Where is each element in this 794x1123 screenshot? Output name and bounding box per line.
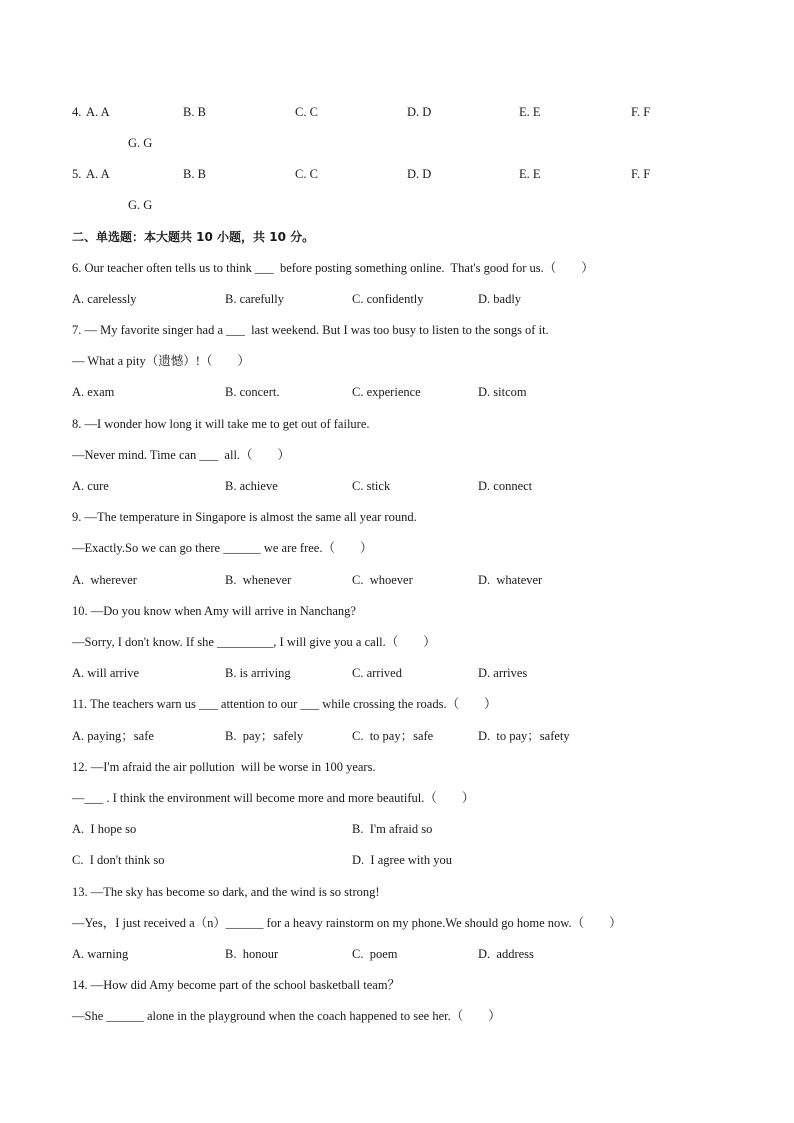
option-b: B. I'm afraid so xyxy=(352,822,433,836)
option-b: B. concert. xyxy=(225,385,280,399)
option-c: C. confidently xyxy=(352,292,424,306)
option-a: A. paying；safe xyxy=(72,729,154,743)
question-stem: 6. Our teacher often tells us to think ___ before posting something online. That's good for us.（ ） xyxy=(72,261,594,275)
option-e: E. E xyxy=(519,167,541,181)
option-c: C. stick xyxy=(352,479,391,493)
option-b: B. achieve xyxy=(225,479,278,493)
option-d: D. connect xyxy=(478,479,533,493)
option-b: B. is arriving xyxy=(225,666,291,680)
option-d: D. address xyxy=(478,947,534,961)
question-stem-2: —Yes，I just received a（n）______ for a heavy rainstorm on my phone.We should go home now.（ ） xyxy=(72,916,622,930)
question-stem: 8. —I wonder how long it will take me to get out of failure. xyxy=(72,417,370,431)
option-c: C. arrived xyxy=(352,666,402,680)
option-c: C. to pay；safe xyxy=(352,729,434,743)
option-a: A. carelessly xyxy=(72,292,137,306)
question-number: 4. xyxy=(72,105,82,119)
option-e: E. E xyxy=(519,105,541,119)
option-d: D. I agree with you xyxy=(352,853,452,867)
question-stem: 11. The teachers warn us ___ attention to our ___ while crossing the roads.（ ） xyxy=(72,697,497,711)
option-g: G. G xyxy=(128,136,153,150)
option-c: C. poem xyxy=(352,947,398,961)
option-d: D. arrives xyxy=(478,666,528,680)
question-stem-2: —Never mind. Time can ___ all.（ ） xyxy=(72,448,291,462)
question-stem-2: —___ . I think the environment will become more and more beautiful.（ ） xyxy=(72,791,475,805)
option-d: D. sitcom xyxy=(478,385,527,399)
option-d: D. whatever xyxy=(478,573,543,587)
option-a: A. will arrive xyxy=(72,666,139,680)
option-a: A. A xyxy=(86,167,110,181)
question-stem-2: —Sorry, I don't know. If she _________, I will give you a call.（ ） xyxy=(72,635,436,649)
option-b: B. pay；safely xyxy=(225,729,304,743)
option-b: B. B xyxy=(183,167,206,181)
option-c: C. experience xyxy=(352,385,421,399)
option-f: F. F xyxy=(631,167,651,181)
question-stem: 13. —The sky has become so dark, and the wind is so strong! xyxy=(72,885,380,899)
option-c: C. C xyxy=(295,167,318,181)
option-c: C. C xyxy=(295,105,318,119)
option-a: A. A xyxy=(86,105,110,119)
option-d: D. to pay；safety xyxy=(478,729,570,743)
section-heading: 二、单选题：本大题共 10 小题，共 10 分。 xyxy=(72,230,315,244)
option-d: D. badly xyxy=(478,292,522,306)
question-stem: 14. —How did Amy become part of the school basketball team？ xyxy=(72,978,401,992)
option-g: G. G xyxy=(128,198,153,212)
option-c: C. whoever xyxy=(352,573,413,587)
option-b: B. carefully xyxy=(225,292,285,306)
option-a: A. cure xyxy=(72,479,109,493)
option-a: A. I hope so xyxy=(72,822,137,836)
option-b: B. whenever xyxy=(225,573,292,587)
question-stem: 9. —The temperature in Singapore is almost the same all year round. xyxy=(72,510,417,524)
option-b: B. honour xyxy=(225,947,279,961)
question-stem: 10. —Do you know when Amy will arrive in Nanchang? xyxy=(72,604,356,618)
option-a: A. exam xyxy=(72,385,115,399)
question-stem-2: —She ______ alone in the playground when the coach happened to see her.（ ） xyxy=(72,1009,501,1023)
option-b: B. B xyxy=(183,105,206,119)
question-stem: 7. — My favorite singer had a ___ last weekend. But I was too busy to listen to the songs of it. xyxy=(72,323,549,337)
question-stem-2: —Exactly.So we can go there ______ we are free.（ ） xyxy=(72,541,373,555)
option-d: D. D xyxy=(407,167,432,181)
option-a: A. wherever xyxy=(72,573,137,587)
question-stem: 12. —I'm afraid the air pollution will be worse in 100 years. xyxy=(72,760,376,774)
question-number: 5. xyxy=(72,167,82,181)
option-d: D. D xyxy=(407,105,432,119)
option-c: C. I don't think so xyxy=(72,853,165,867)
option-a: A. warning xyxy=(72,947,129,961)
question-stem-2: — What a pity（遗憾）!（ ） xyxy=(72,354,250,368)
option-f: F. F xyxy=(631,105,651,119)
